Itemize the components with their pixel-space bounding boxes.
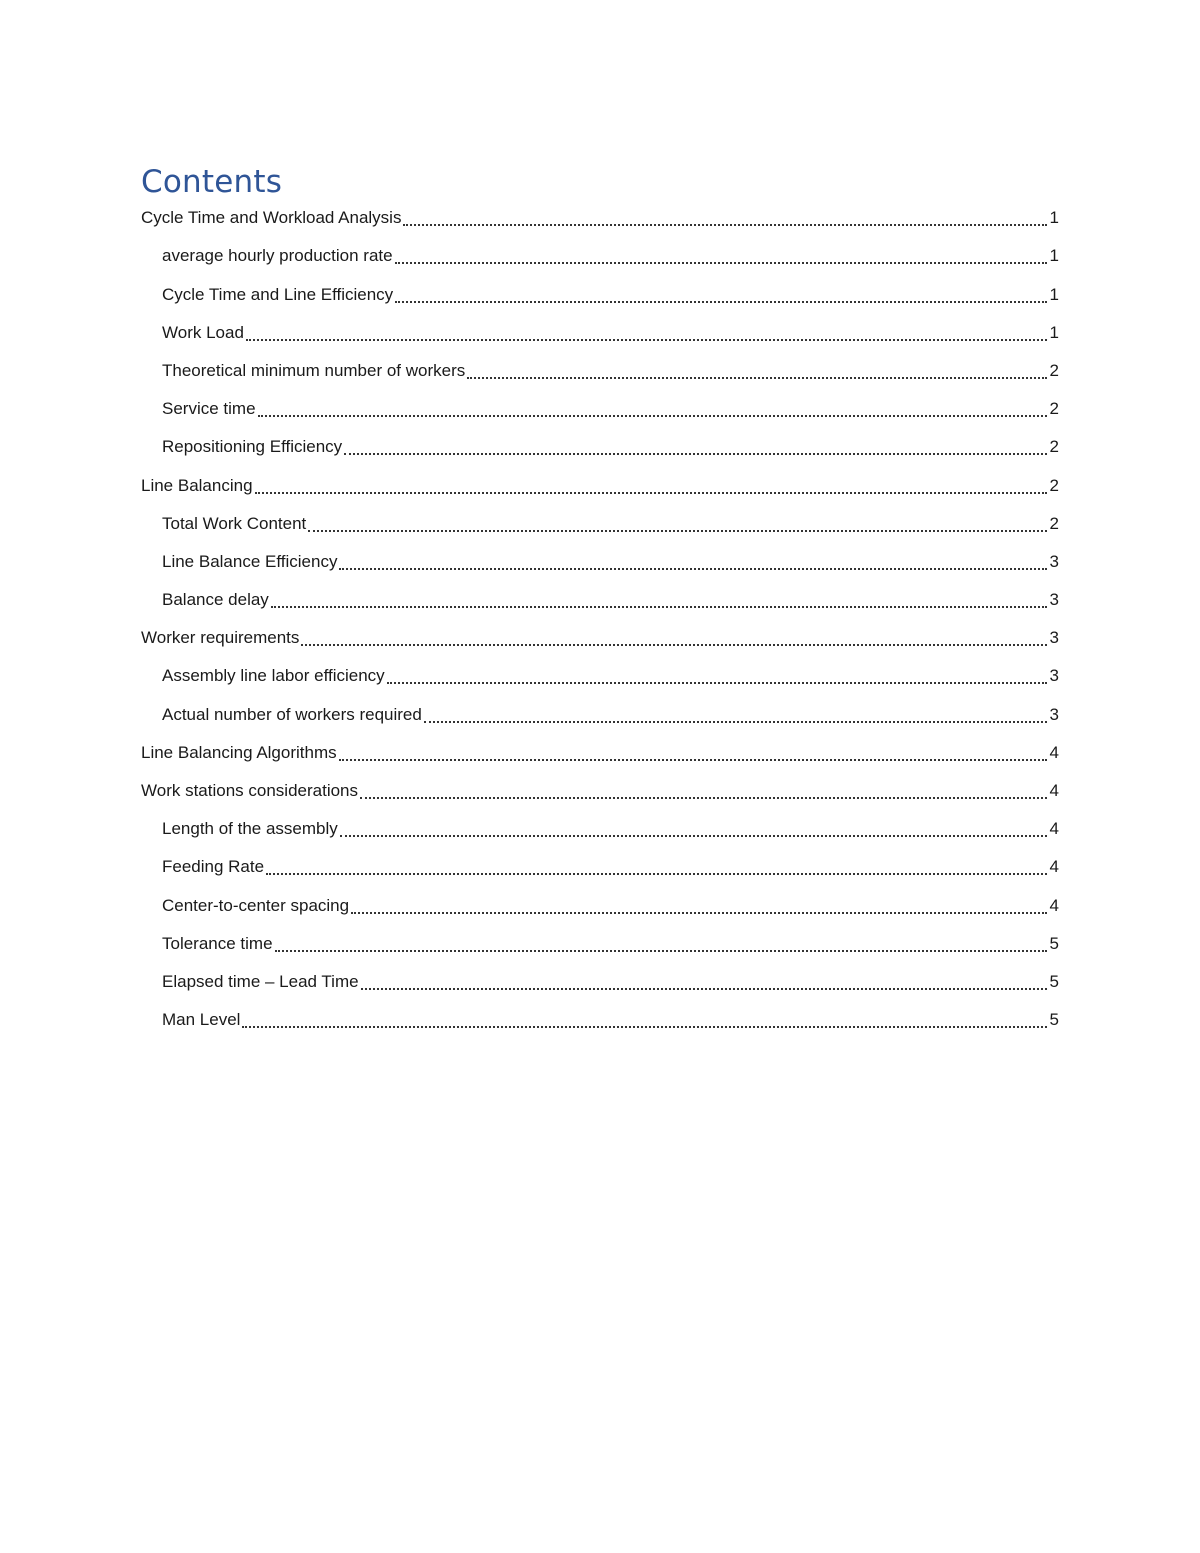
toc-page-number: 5 xyxy=(1049,933,1059,953)
toc-entry[interactable] xyxy=(141,428,1059,466)
toc-entry-label: average hourly production rate xyxy=(162,246,393,266)
toc-dot-leader xyxy=(351,912,1047,914)
toc-entry[interactable] xyxy=(141,581,1059,619)
toc-entry-label: Service time xyxy=(162,399,256,419)
toc-entry[interactable] xyxy=(141,848,1059,886)
toc-entry[interactable] xyxy=(141,505,1059,543)
toc-entry-label: Cycle Time and Workload Analysis xyxy=(141,208,402,228)
toc-page-number: 3 xyxy=(1049,628,1059,648)
toc-entry-label: Total Work Content xyxy=(162,513,307,533)
toc-entry[interactable] xyxy=(141,925,1059,963)
toc-entry-label: Actual number of workers required xyxy=(162,704,422,724)
toc-dot-leader xyxy=(344,453,1047,455)
toc-dot-leader xyxy=(258,415,1047,417)
toc-entry[interactable] xyxy=(141,1001,1059,1039)
toc-page-number: 2 xyxy=(1049,475,1059,495)
toc-entry-label: Assembly line labor efficiency xyxy=(162,666,385,686)
toc-page-number: 3 xyxy=(1049,704,1059,724)
toc-dot-leader xyxy=(467,377,1047,379)
toc-entry[interactable] xyxy=(141,314,1059,352)
toc-page-number: 1 xyxy=(1049,246,1059,266)
toc-entry[interactable] xyxy=(141,275,1059,313)
toc-entry[interactable] xyxy=(141,199,1059,237)
toc-page-number: 2 xyxy=(1049,399,1059,419)
toc-dot-leader xyxy=(301,644,1047,646)
toc-entry[interactable] xyxy=(141,390,1059,428)
toc-entry[interactable] xyxy=(141,237,1059,275)
toc-dot-leader xyxy=(275,950,1047,952)
toc-title: Contents xyxy=(141,164,283,200)
toc-page-number: 3 xyxy=(1049,590,1059,610)
toc-entry-label: Tolerance time xyxy=(162,933,273,953)
toc-dot-leader xyxy=(361,988,1047,990)
toc-entry-label: Man Level xyxy=(162,1010,241,1030)
toc-page-number: 1 xyxy=(1049,208,1059,228)
toc-page-number: 4 xyxy=(1049,857,1059,877)
toc-entry[interactable] xyxy=(141,886,1059,924)
toc-entry[interactable] xyxy=(141,810,1059,848)
toc-entry[interactable] xyxy=(141,657,1059,695)
toc-page-number: 2 xyxy=(1049,360,1059,380)
toc-page-number: 5 xyxy=(1049,1010,1059,1030)
toc-entry[interactable] xyxy=(141,352,1059,390)
toc-dot-leader xyxy=(255,492,1047,494)
toc-dot-leader xyxy=(395,301,1047,303)
toc-entry-label: Elapsed time – Lead Time xyxy=(162,971,359,991)
toc-entry[interactable] xyxy=(141,734,1059,772)
toc-entry-label: Line Balancing Algorithms xyxy=(141,742,337,762)
toc-entry-label: Line Balance Efficiency xyxy=(162,551,338,571)
toc-entry-label: Line Balancing xyxy=(141,475,253,495)
toc-entry-label: Center-to-center spacing xyxy=(162,895,350,915)
toc-page-number: 1 xyxy=(1049,284,1059,304)
toc-page-number: 4 xyxy=(1049,895,1059,915)
toc-entry[interactable] xyxy=(141,695,1059,733)
toc-dot-leader xyxy=(424,721,1047,723)
toc-entry[interactable] xyxy=(141,466,1059,504)
toc-dot-leader xyxy=(360,797,1047,799)
toc-entry[interactable] xyxy=(141,619,1059,657)
toc-page-number: 3 xyxy=(1049,551,1059,571)
toc-dot-leader xyxy=(242,1026,1047,1028)
toc-entry-label: Length of the assembly xyxy=(162,819,338,839)
toc-entry-label: Balance delay xyxy=(162,590,269,610)
toc-page-number: 3 xyxy=(1049,666,1059,686)
toc-entry[interactable] xyxy=(141,543,1059,581)
toc-dot-leader xyxy=(340,835,1047,837)
toc-page-number: 1 xyxy=(1049,322,1059,342)
toc-page-number: 4 xyxy=(1049,819,1059,839)
toc-page-number: 4 xyxy=(1049,781,1059,800)
toc-entry-label: Worker requirements xyxy=(141,628,300,648)
toc-entry[interactable] xyxy=(141,963,1059,1001)
toc-dot-leader xyxy=(246,339,1047,341)
toc-dot-leader xyxy=(339,759,1047,761)
toc-page-number: 5 xyxy=(1049,971,1059,991)
toc-page-number: 4 xyxy=(1049,742,1059,762)
toc-dot-leader xyxy=(395,262,1047,264)
toc-entry-label: Work stations considerations xyxy=(141,781,359,800)
toc-dot-leader xyxy=(308,530,1047,532)
toc-page-number: 2 xyxy=(1049,437,1059,457)
toc-dot-leader xyxy=(266,873,1047,875)
toc-entry[interactable] xyxy=(141,772,1059,810)
toc-dot-leader xyxy=(339,568,1047,570)
toc-entry-label: Feeding Rate xyxy=(162,857,265,877)
toc-entry-label: Repositioning Efficiency xyxy=(162,437,343,457)
toc-dot-leader xyxy=(271,606,1047,608)
table-of-contents xyxy=(141,199,1059,1039)
toc-entry-label: Theoretical minimum number of workers xyxy=(162,360,466,380)
toc-dot-leader xyxy=(387,682,1047,684)
toc-page-number: 2 xyxy=(1049,513,1059,533)
toc-entry-label: Work Load xyxy=(162,322,244,342)
toc-dot-leader xyxy=(403,224,1047,226)
toc-entry-label: Cycle Time and Line Efficiency xyxy=(162,284,394,304)
